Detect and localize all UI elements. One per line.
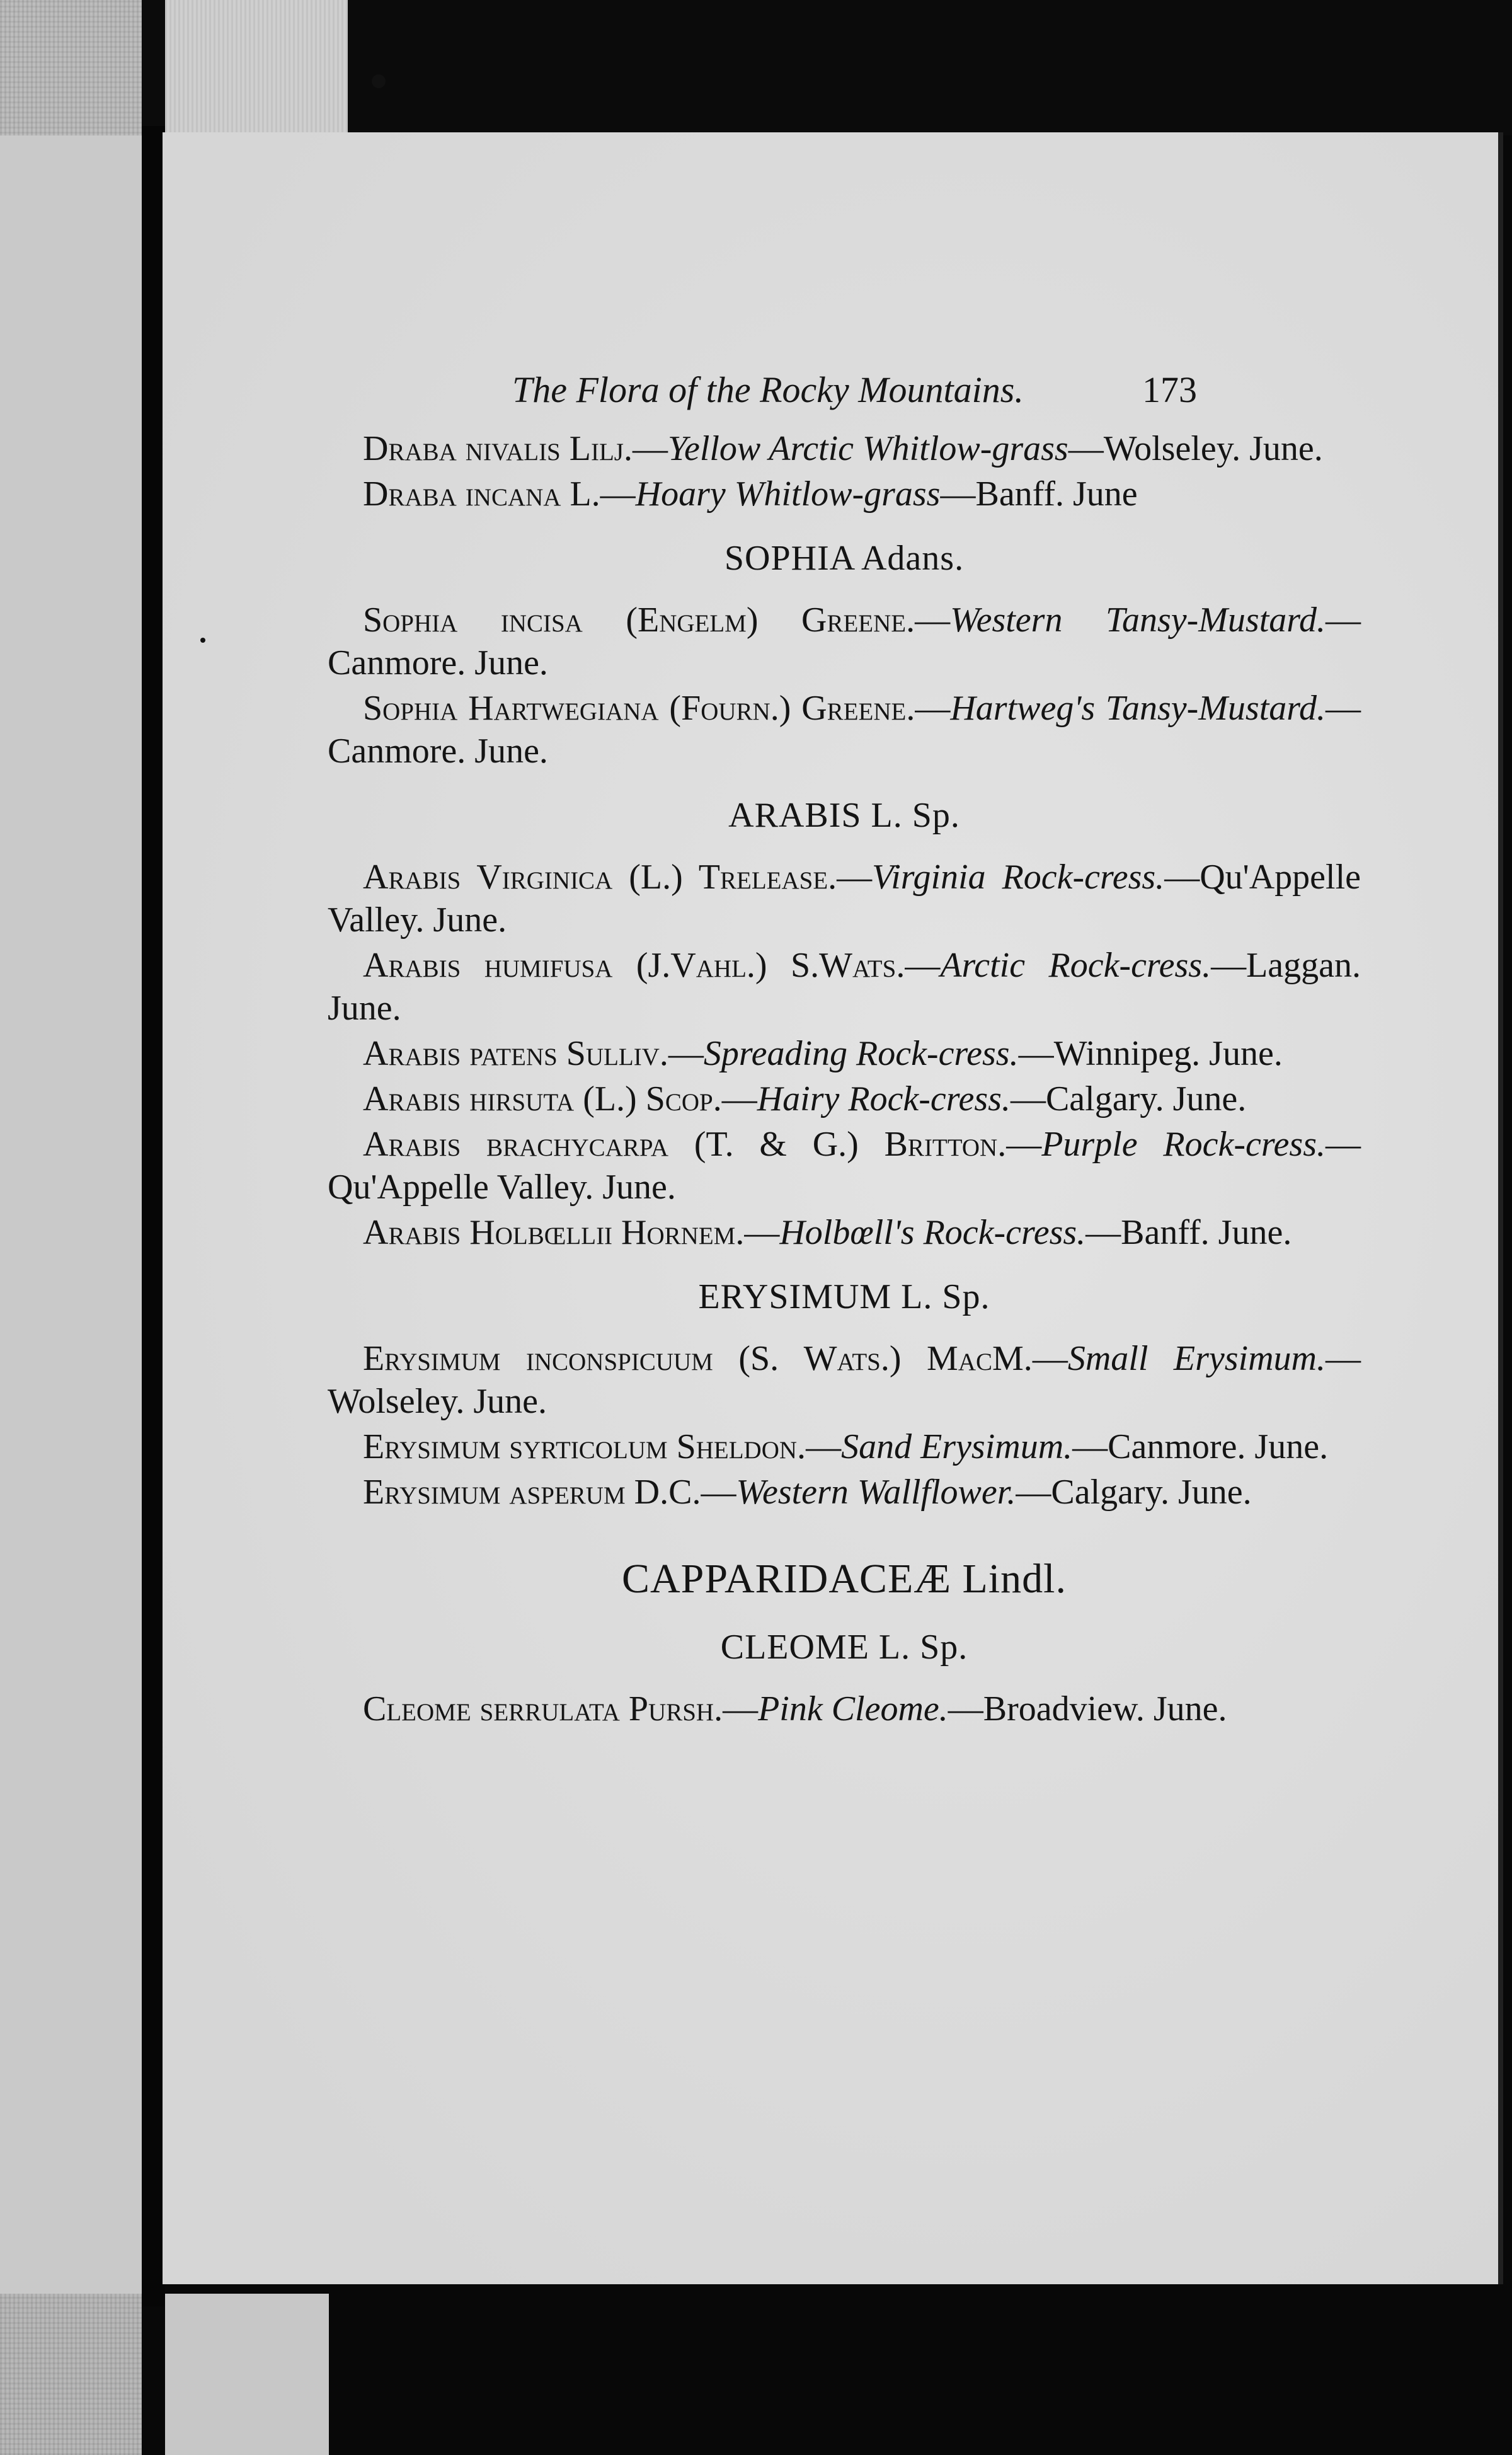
common-name: Spreading Rock-cress. <box>703 1034 1019 1073</box>
common-name: Hartweg's Tansy-Mustard. <box>950 689 1326 728</box>
facing-page-edge <box>0 135 142 2294</box>
species-name: Arabis humifusa (J.Vahl.) S.Wats. <box>363 946 905 985</box>
species-name: Erysimum inconspicuum (S. Wats.) MacM. <box>363 1339 1033 1378</box>
common-name: Yellow Arctic Whitlow-grass <box>667 429 1068 468</box>
species-name: Arabis brachycarpa (T. & G.) Britton. <box>363 1125 1007 1164</box>
binding-cloth <box>0 0 142 139</box>
species-entry: Arabis patens Sulliv.—Spreading Rock-cress.—Winnipeg. June. <box>363 1034 1283 1073</box>
species-entry: Sophia incisa (Engelm) Greene.—Western Tansy-Mustard.—Canmore. June. <box>328 601 1361 682</box>
species-entry: Erysimum asperum D.C.—Western Wallflower.—Calgary. June. <box>363 1473 1252 1512</box>
species-name: Cleome serrulata Pursh. <box>363 1689 723 1728</box>
species-name: Sophia Hartwegiana (Fourn.) Greene. <box>363 689 915 728</box>
locality: Canmore. June. <box>1108 1427 1329 1466</box>
common-name: Western Tansy-Mustard. <box>950 601 1326 640</box>
locality: Laggan. June. <box>328 946 1361 1028</box>
binding-cloth <box>165 0 348 135</box>
section-heading: ARABIS L. Sp. <box>728 796 960 835</box>
section-heading: CLEOME L. Sp. <box>720 1628 968 1667</box>
species-entry: Arabis Holbœllii Hornem.—Holbœll's Rock-cress.—Banff. June. <box>363 1213 1292 1252</box>
common-name: Sand Erysimum. <box>841 1427 1073 1466</box>
species-name: Draba incana L. <box>363 474 600 514</box>
book-page <box>163 132 1503 2284</box>
locality: Wolseley. June. <box>328 1382 547 1421</box>
common-name: Arctic Rock-cress. <box>940 946 1211 985</box>
common-name: Hairy Rock-cress. <box>757 1079 1011 1118</box>
common-name: Western Wallflower. <box>736 1473 1016 1512</box>
common-name: Small Erysimum. <box>1067 1339 1326 1378</box>
locality: Broadview. June. <box>983 1689 1227 1728</box>
running-head-title: The Flora of the Rocky Mountains. <box>512 369 1024 410</box>
species-entry: Arabis Virginica (L.) Trelease.—Virginia Rock-cress.—Qu'Appelle Valley. June. <box>328 858 1361 940</box>
species-entry: Draba nivalis Lilj.—Yellow Arctic Whitlow-grass—Wolseley. June. <box>363 429 1323 468</box>
species-name: Arabis patens Sulliv. <box>363 1034 668 1073</box>
species-entry: Cleome serrulata Pursh.—Pink Cleome.—Broadview. June. <box>363 1689 1227 1728</box>
common-name: Holbœll's Rock-cress. <box>779 1213 1086 1252</box>
species-entry: Arabis hirsuta (L.) Scop.—Hairy Rock-cress.—Calgary. June. <box>363 1079 1247 1118</box>
locality: Canmore. June. <box>328 643 548 682</box>
species-entry: Erysimum inconspicuum (S. Wats.) MacM.—Small Erysimum.—Wolseley. June. <box>328 1339 1361 1421</box>
species-entry: Sophia Hartwegiana (Fourn.) Greene.—Hartweg's Tansy-Mustard.—Canmore. June. <box>328 689 1361 771</box>
locality: Canmore. June. <box>328 732 548 771</box>
locality: Qu'Appelle Valley. June. <box>328 1168 676 1207</box>
locality: Qu'Appelle Valley. June. <box>328 858 1361 940</box>
common-name: Pink Cleome. <box>758 1689 948 1728</box>
locality: Calgary. June. <box>1045 1079 1247 1118</box>
species-entry: Arabis brachycarpa (T. & G.) Britton.—Purple Rock-cress.—Qu'Appelle Valley. June. <box>328 1125 1361 1207</box>
binding-cloth <box>165 2294 329 2455</box>
species-name: Erysimum asperum D.C. <box>363 1473 701 1512</box>
page-body <box>328 427 1361 1733</box>
species-name: Arabis hirsuta (L.) Scop. <box>363 1079 722 1118</box>
section-heading: ERYSIMUM L. Sp. <box>698 1277 990 1316</box>
species-name: Erysimum syrticolum Sheldon. <box>363 1427 806 1466</box>
species-name: Sophia incisa (Engelm) Greene. <box>363 601 915 640</box>
page-number: 173 <box>1142 369 1197 410</box>
locality: Calgary. June. <box>1051 1473 1252 1512</box>
species-entry: Erysimum syrticolum Sheldon.—Sand Erysimum.—Canmore. June. <box>363 1427 1329 1466</box>
section-heading: SOPHIA Adans. <box>724 539 965 578</box>
scan-speck <box>200 638 205 643</box>
common-name: Virginia Rock-cress. <box>872 858 1165 897</box>
common-name: Hoary Whitlow-grass <box>635 474 941 514</box>
species-name: Draba nivalis Lilj. <box>363 429 633 468</box>
species-name: Arabis Holbœllii Hornem. <box>363 1213 745 1252</box>
section-heading: CAPPARIDACEÆ Lindl. <box>621 1556 1067 1602</box>
locality: Winnipeg. June. <box>1053 1034 1283 1073</box>
locality: Wolseley. June. <box>1103 429 1323 468</box>
scan-speck <box>372 74 386 88</box>
species-entry: Arabis humifusa (J.Vahl.) S.Wats.—Arctic Rock-cress.—Laggan. June. <box>328 946 1361 1028</box>
running-head <box>163 369 1498 419</box>
locality: Banff. June. <box>1121 1213 1292 1252</box>
common-name: Purple Rock-cress. <box>1041 1125 1326 1164</box>
species-name: Arabis Virginica (L.) Trelease. <box>363 858 837 897</box>
locality: Banff. June <box>975 474 1138 514</box>
book-gutter <box>142 126 165 2306</box>
binding-cloth <box>0 2294 142 2455</box>
species-entry: Draba incana L.—Hoary Whitlow-grass—Banff. June <box>363 474 1138 514</box>
